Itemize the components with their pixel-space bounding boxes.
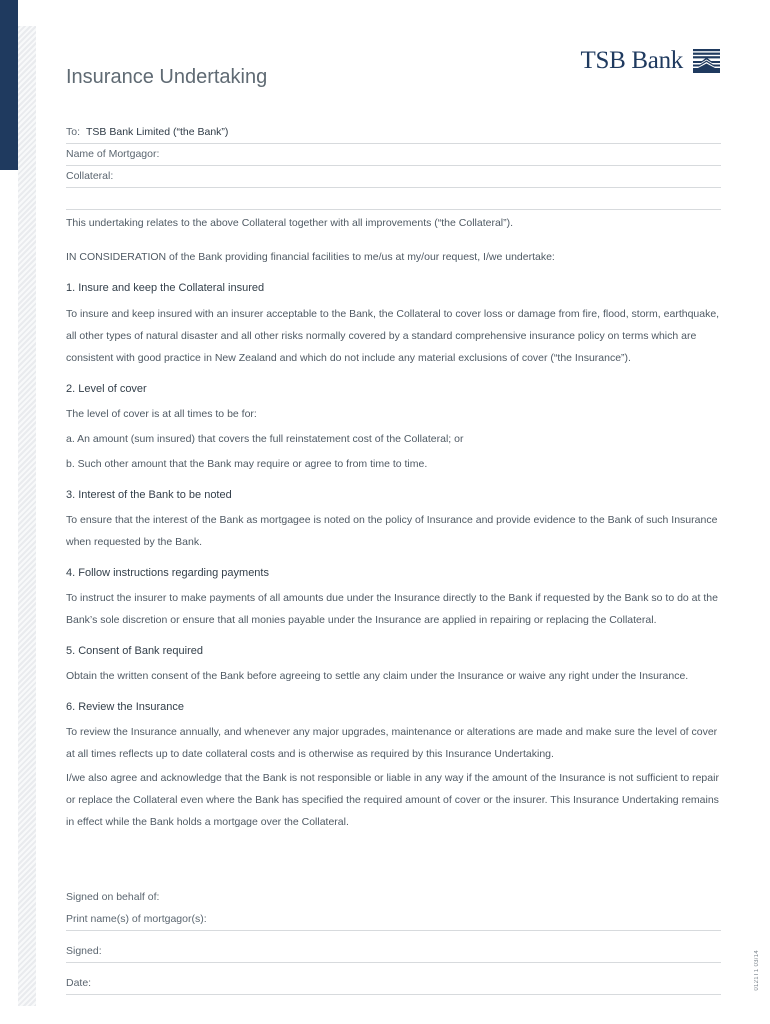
mortgagor-label: Name of Mortgagor: [66, 148, 160, 160]
section-paragraph: To review the Insurance annually, and whenever any major upgrades, maintenance or alterations are made and make sure the level of cover at all times reflects up to date collateral costs and is otherwise as required by this Insurance Undertaking. [66, 726, 718, 760]
brand-logo [581, 47, 720, 75]
date-field[interactable] [66, 972, 721, 995]
signature-block [66, 886, 721, 1004]
signed-field[interactable] [66, 940, 721, 963]
collateral-field[interactable] [66, 166, 721, 188]
form-code: 0121T1 03/14 [754, 950, 760, 991]
section-paragraph: To insure and keep insured with an insurer acceptable to the Bank, the Collateral to cover loss or damage from fire, flood, storm, earthquake, all other types of natural disaster and all other risks normally covered by a standard comprehensive insurance policy on terms which are consistent with good practice in New Zealand and which do not include any material exclusions of cover (“the Insurance”). [66, 308, 720, 364]
section-heading: 2. Level of cover [66, 383, 147, 395]
side-pattern-strip [18, 26, 36, 1006]
section-paragraph: a. An amount (sum insured) that covers the full reinstatement cost of the Collateral; or [66, 433, 464, 445]
section-paragraph: The level of cover is at all times to be for: [66, 408, 257, 420]
section-heading: 5. Consent of Bank required [66, 645, 203, 657]
consideration-paragraph: IN CONSIDERATION of the Bank providing financial facilities to me/us at my/our request, I/we undertake: [66, 251, 555, 263]
section-paragraph: Obtain the written consent of the Bank before agreeing to settle any claim under the Insurance or waive any right under the Insurance. [66, 670, 689, 682]
section-heading: 3. Interest of the Bank to be noted [66, 489, 232, 501]
tsb-mountain-logo-icon [693, 49, 720, 73]
collateral-label: Collateral: [66, 170, 114, 182]
section-heading: 4. Follow instructions regarding payments [66, 567, 269, 579]
print-names-field[interactable] [66, 908, 721, 931]
signed-on-behalf-label: Signed on behalf of: [66, 891, 160, 903]
brand-name: TSB Bank [580, 47, 683, 74]
document-title: Insurance Undertaking [66, 66, 268, 88]
undertaking-body [66, 212, 722, 833]
relates-paragraph: This undertaking relates to the above Collateral together with all improvements (“the Collateral”). [66, 217, 514, 229]
to-value: TSB Bank Limited (“the Bank”) [86, 126, 229, 138]
side-accent-bar [0, 0, 18, 170]
section-paragraph: To instruct the insurer to make payments of all amounts due under the Insurance directly to the Bank if requested by the Bank so to do at the Bank’s sole discretion or ensure that all monies payable under the Insurance are applied in repairing or replacing the Collateral. [66, 592, 718, 626]
section-paragraph: To ensure that the interest of the Bank as mortgagee is noted on the policy of Insurance and provide evidence to the Bank of such Insurance when requested by the Bank. [66, 514, 718, 548]
section-paragraph: I/we also agree and acknowledge that the Bank is not responsible or liable in any way if the amount of the Insurance is not sufficient to repair or replace the Collateral even where the Bank has specified the required amount of cover or the insurer. This Insurance Undertaking remains in effect while the Bank holds a mortgage over the Collateral. [66, 772, 719, 828]
section-heading: 1. Insure and keep the Collateral insured [66, 282, 265, 294]
mortgagor-field[interactable] [66, 144, 721, 166]
section-heading: 6. Review the Insurance [66, 701, 185, 713]
to-field [66, 122, 721, 144]
section-paragraph: b. Such other amount that the Bank may require or agree to from time to time. [66, 458, 428, 470]
print-names-label: Print name(s) of mortgagor(s): [66, 913, 207, 925]
collateral-field-continued[interactable] [66, 188, 721, 210]
header-fields [66, 122, 721, 210]
signed-label: Signed: [66, 945, 102, 957]
date-label: Date: [66, 977, 92, 989]
to-label: To: [66, 126, 81, 138]
